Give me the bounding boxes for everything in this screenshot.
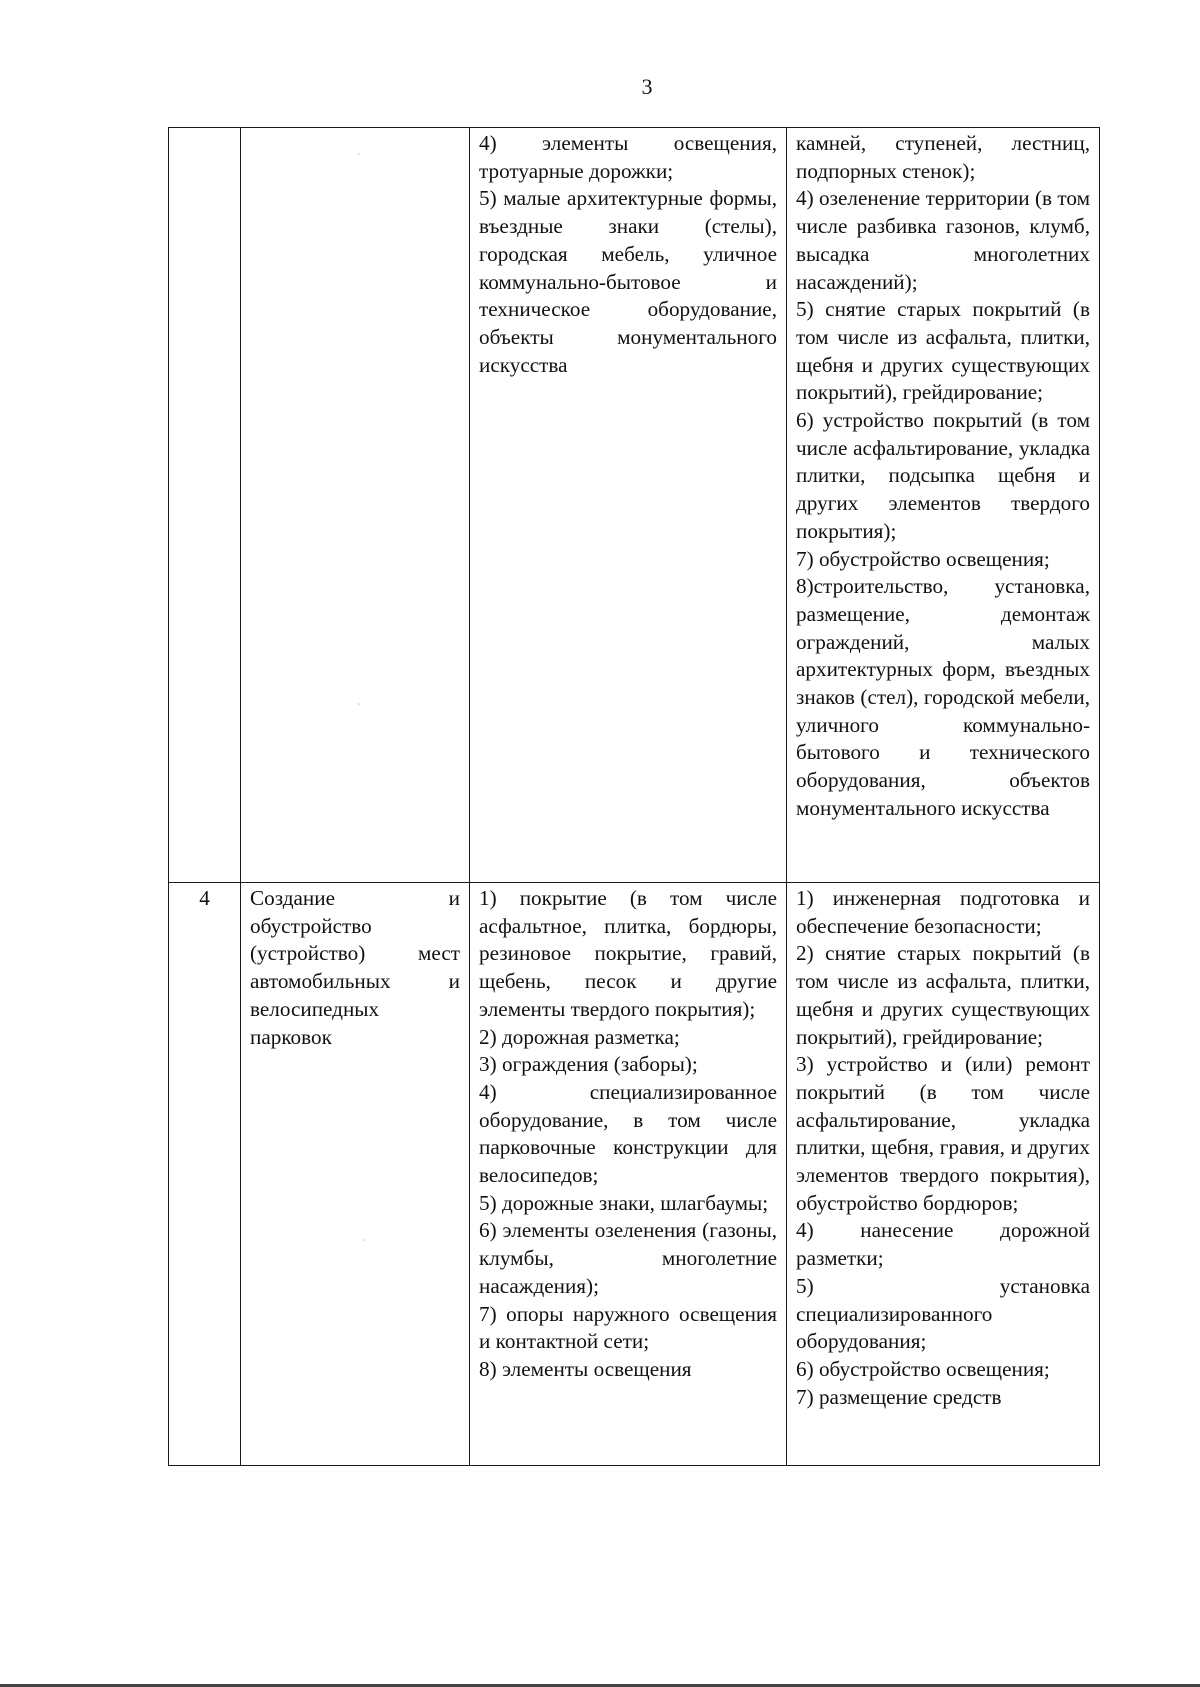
row-number-cell — [169, 128, 241, 883]
row-works: камней, ступеней, лестниц, подпорных стенок); 4) озеленение территории (в том числе разбивка газонов, клумб, высадка многолетних насаждений); 5) снятие старых покрытий (в том числе из асфальта, плитки, щебня и других существующих покрытий), грейдирование; 6) устройство покрытий (в том числе асфальтирование, укладка плитки, подсыпка щебня и других элементов твердого покрытия); 7) обустройство освещения; 8)строительство, установка, размещение, демонтаж ограждений, малых архитектурных форм, въездных знаков (стел), городской мебели, уличного коммунально-бытового и технического оборудования, объектов монументального искусства — [796, 131, 1090, 820]
document-table — [168, 127, 1100, 1466]
row-name-cell — [241, 128, 470, 883]
scan-speck: ﾞ — [357, 704, 362, 715]
scan-speck: ﾞ — [357, 154, 362, 165]
row-works: 1) инженерная подготовка и обеспечение безопасности; 2) снятие старых покрытий (в том числе из асфальта, плитки, щебня и других существующих покрытий), грейдирование; 3) устройство и (или) ремонт покрытий (в том числе асфальтирование, укладка плитки, щебня, гравия, и других элементов твердого покрытия), обустройство бордюров; 4) нанесение дорожной разметки; 5) установка специализированного оборудования; 6) обустройство освещения; 7) размещение средств — [796, 886, 1090, 1409]
row-elements-cell — [470, 128, 787, 883]
row-elements-cell — [470, 883, 787, 1466]
row-name: Создание и обустройство (устройство) мест автомобильных и велосипедных парковок — [250, 886, 460, 1049]
row-number: 4 — [199, 886, 210, 910]
row-name-cell — [241, 883, 470, 1466]
scan-speck: ﾞ — [362, 1240, 367, 1251]
row-works-cell — [787, 883, 1100, 1466]
page-number: 3 — [641, 74, 653, 99]
row-elements: 4) элементы освещения, тротуарные дорожки; 5) малые архитектурные формы, въездные знаки (стелы), городская мебель, уличное коммунально-бытовое и техническое оборудование, объекты монументального искусства — [479, 131, 777, 377]
row-elements: 1) покрытие (в том числе асфальтное, плитка, бордюры, резиновое покрытие, гравий, щебень, песок и другие элементы твердого покрытия); 2) дорожная разметка; 3) ограждения (заборы); 4) специализированное оборудование, в том числе парковочные конструкции для велосипедов; 5) дорожные знаки, шлагбаумы; 6) элементы озеленения (газоны, клумбы, многолетние насаждения); 7) опоры наружного освещения и контактной сети; 8) элементы освещения — [479, 886, 777, 1381]
table-row — [169, 883, 1100, 1466]
table-row — [169, 128, 1100, 883]
row-works-cell — [787, 128, 1100, 883]
row-number-cell — [169, 883, 241, 1466]
